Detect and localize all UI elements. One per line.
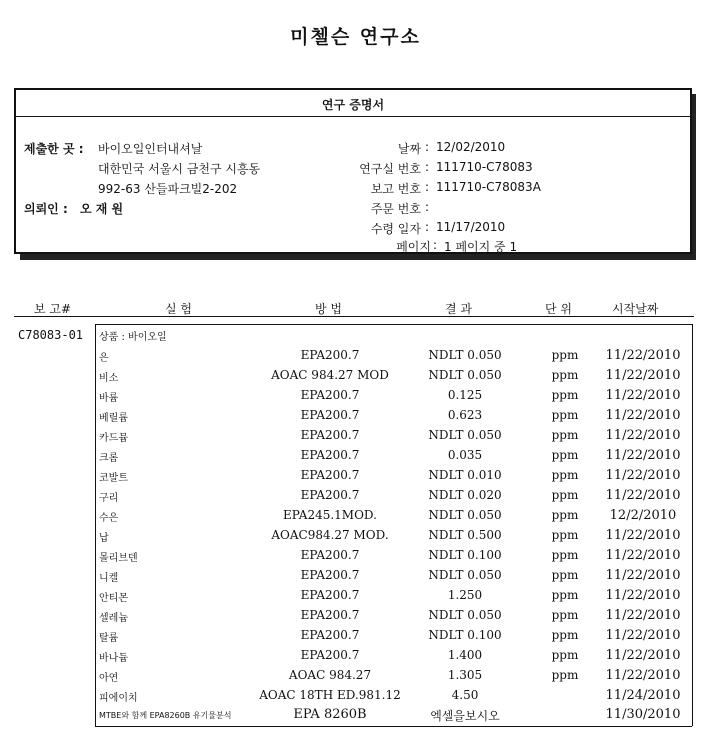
test-result: NDLT 0.050 [428, 608, 502, 622]
table-row [0, 606, 711, 626]
start-date: 11/22/2010 [605, 668, 681, 683]
table-row [0, 366, 711, 386]
test-name: 크롬 [99, 453, 119, 464]
test-name: 납 [99, 533, 109, 544]
field-colon: : [433, 238, 438, 252]
start-date: 11/22/2010 [605, 468, 681, 483]
field-value: 111710-C78083 [436, 160, 533, 174]
column-header-report: 보 고# [34, 302, 72, 316]
table-row [0, 546, 711, 566]
test-unit: ppm [551, 668, 579, 682]
start-date: 11/22/2010 [605, 428, 681, 443]
address-line-2: 992-63 산들파크빌2-202 [98, 182, 238, 196]
test-result: 1.400 [447, 648, 483, 662]
field-colon: : [425, 200, 430, 214]
test-result: 4.50 [451, 688, 479, 702]
test-unit: ppm [551, 568, 579, 582]
column-header-unit: 단 위 [545, 302, 572, 316]
test-method: EPA200.7 [300, 588, 360, 602]
test-unit: ppm [551, 588, 579, 602]
test-result: NDLT 0.020 [428, 488, 502, 502]
certificate-title: 연구 증명서 [321, 98, 385, 112]
test-name: 비소 [99, 373, 119, 384]
address-line-1: 대한민국 서울시 금천구 시흥동 [98, 162, 261, 176]
test-method: EPA200.7 [300, 448, 360, 462]
column-header-method: 방 법 [315, 302, 342, 316]
test-result: NDLT 0.100 [428, 548, 502, 562]
table-row [0, 346, 711, 366]
requester-label: 의뢰인 : [24, 202, 68, 216]
start-date: 11/22/2010 [605, 588, 681, 603]
test-result: 1.250 [447, 588, 483, 602]
field-label: 수령 일자 [370, 222, 421, 236]
test-method: EPA200.7 [300, 548, 360, 562]
test-method: AOAC 984.27 MOD [271, 368, 389, 382]
test-method: EPA200.7 [300, 388, 360, 402]
field-value: 11/17/2010 [436, 220, 506, 234]
table-border-top [95, 324, 692, 325]
test-name: 바나듐 [99, 653, 128, 664]
table-row [0, 626, 711, 646]
field-label: 날짜 [397, 142, 421, 156]
test-result: 0.125 [447, 388, 483, 402]
table-row [0, 646, 711, 666]
test-unit: ppm [551, 608, 579, 622]
table-row [0, 426, 711, 446]
submitted-by-label: 제출한 곳 : [24, 142, 84, 156]
certificate-title-divider [16, 116, 690, 117]
test-unit: ppm [551, 488, 579, 502]
report-id: C78083-01 [18, 328, 84, 342]
test-result: NDLT 0.050 [428, 428, 502, 442]
test-result: 0.623 [447, 408, 483, 422]
field-colon: : [425, 220, 430, 234]
test-name: 베릴륨 [99, 413, 128, 424]
test-name: MTBE와 함께 EPA8260B 유기물분석 [99, 711, 232, 720]
test-method: EPA200.7 [300, 488, 360, 502]
test-result: NDLT 0.050 [428, 508, 502, 522]
table-row [0, 666, 711, 686]
field-colon: : [425, 160, 430, 174]
test-method: EPA200.7 [300, 468, 360, 482]
test-result: NDLT 0.050 [428, 368, 502, 382]
test-method: EPA200.7 [300, 568, 360, 582]
start-date: 11/22/2010 [605, 408, 681, 423]
test-method: EPA 8260B [293, 707, 367, 722]
test-unit: ppm [551, 548, 579, 562]
test-result: NDLT 0.050 [428, 568, 502, 582]
table-row [0, 466, 711, 486]
start-date: 11/22/2010 [605, 548, 681, 563]
requester-name: 오 재 원 [80, 202, 124, 216]
test-name: 피에이치 [99, 693, 138, 704]
field-colon: : [425, 180, 430, 194]
test-method: AOAC984.27 MOD. [271, 528, 389, 542]
test-method: AOAC 984.27 [288, 668, 372, 682]
test-method: AOAC 18TH ED.981.12 [259, 688, 401, 702]
product-label: 상품 : 바이오일 [99, 332, 167, 343]
test-name: 수은 [99, 513, 119, 524]
test-name: 아연 [99, 673, 119, 684]
certificate-box [14, 88, 692, 254]
start-date: 11/22/2010 [605, 648, 681, 663]
test-name: 코발트 [99, 473, 128, 484]
table-row [0, 486, 711, 506]
submitted-by-name: 바이오일인터내셔날 [98, 142, 203, 156]
test-name: 셀레늄 [99, 613, 128, 624]
table-row [0, 406, 711, 426]
table-row [0, 526, 711, 546]
test-method: EPA245.1MOD. [283, 508, 377, 522]
test-result: 엑셀을보시오 [430, 709, 500, 723]
start-date: 11/22/2010 [605, 488, 681, 503]
table-row [0, 446, 711, 466]
test-method: EPA200.7 [300, 428, 360, 442]
field-colon: : [425, 140, 430, 154]
start-date: 11/22/2010 [605, 528, 681, 543]
field-label: 주문 번호 [370, 202, 421, 216]
start-date: 11/22/2010 [605, 608, 681, 623]
start-date: 11/22/2010 [605, 348, 681, 363]
test-result: 1.305 [447, 668, 483, 682]
test-result: 0.035 [447, 448, 483, 462]
test-unit: ppm [551, 528, 579, 542]
test-unit: ppm [551, 368, 579, 382]
start-date: 12/2/2010 [609, 508, 677, 523]
table-row [0, 386, 711, 406]
start-date: 11/22/2010 [605, 448, 681, 463]
start-date: 11/22/2010 [605, 568, 681, 583]
field-label: 보고 번호 [370, 182, 421, 196]
header-divider [14, 316, 694, 317]
column-header-result: 결 과 [445, 302, 472, 316]
test-method: EPA200.7 [300, 408, 360, 422]
test-name: 구리 [99, 493, 119, 504]
test-name: 안티몬 [99, 593, 128, 604]
table-row [0, 566, 711, 586]
test-unit: ppm [551, 388, 579, 402]
test-unit: ppm [551, 408, 579, 422]
column-header-test: 실 험 [165, 302, 192, 316]
test-name: 은 [99, 353, 109, 364]
start-date: 11/22/2010 [605, 628, 681, 643]
table-row [0, 686, 711, 706]
test-result: NDLT 0.050 [428, 348, 502, 362]
table-row [0, 506, 711, 526]
test-result: NDLT 0.100 [428, 628, 502, 642]
test-method: EPA200.7 [300, 348, 360, 362]
test-result: NDLT 0.500 [428, 528, 502, 542]
start-date: 11/22/2010 [605, 388, 681, 403]
table-row [0, 705, 711, 725]
field-value: 12/02/2010 [436, 140, 506, 154]
test-method: EPA200.7 [300, 608, 360, 622]
page-title: 미첼슨 연구소 [290, 26, 421, 48]
certificate-shadow-right [692, 94, 696, 260]
test-method: EPA200.7 [300, 628, 360, 642]
test-name: 니켈 [99, 573, 119, 584]
start-date: 11/22/2010 [605, 368, 681, 383]
test-unit: ppm [551, 508, 579, 522]
table-border-bottom [95, 726, 692, 727]
field-value: 1 페이지 중 1 [444, 240, 518, 254]
test-name: 탈륨 [99, 633, 119, 644]
field-label: 페이지 [396, 240, 431, 254]
test-unit: ppm [551, 468, 579, 482]
field-label: 연구실 번호 [359, 162, 421, 176]
test-name: 카드뮴 [99, 433, 128, 444]
field-value: 111710-C78083A [436, 180, 541, 194]
test-name: 바륨 [99, 393, 119, 404]
test-method: EPA200.7 [300, 648, 360, 662]
table-row [0, 586, 711, 606]
test-unit: ppm [551, 448, 579, 462]
test-unit: ppm [551, 648, 579, 662]
test-name: 몰리브덴 [99, 553, 138, 564]
test-unit: ppm [551, 628, 579, 642]
start-date: 11/30/2010 [605, 707, 681, 722]
test-unit: ppm [551, 428, 579, 442]
test-unit: ppm [551, 348, 579, 362]
column-header-start-date: 시작날짜 [612, 302, 659, 316]
test-result: NDLT 0.010 [428, 468, 502, 482]
start-date: 11/24/2010 [605, 688, 681, 703]
